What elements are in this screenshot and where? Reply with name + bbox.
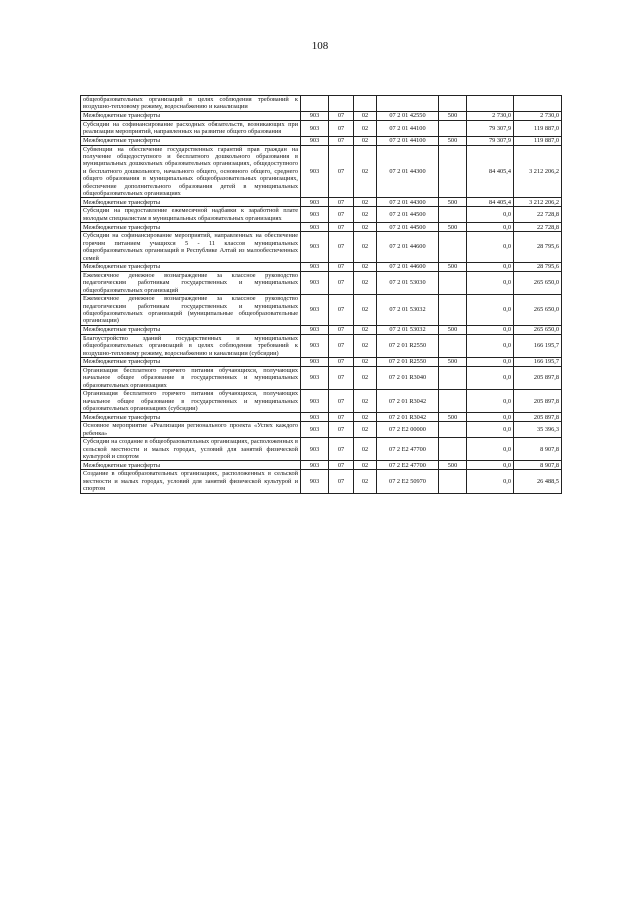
target-article-cell: 07 2 01 53032 [377,295,439,326]
expense-type-cell: 500 [439,461,467,470]
target-article-cell: 07 2 01 44300 [377,198,439,207]
grbs-code-cell: 903 [301,198,329,207]
grbs-code-cell: 903 [301,461,329,470]
table-row [81,145,562,198]
grbs-code-cell: 903 [301,438,329,461]
expense-type-cell [439,232,467,263]
item-name-cell: Благоустройство зданий государственных и муниципальных общеобразовательных организаций в целях соблюдения требований к воздушно-тепловому режиму, водоснабжению и канализации (субсидии) [81,334,301,357]
subsection-code-cell: 02 [354,145,377,198]
item-name-cell: Ежемесячное денежное вознаграждение за классное руководство педагогическим работникам государственных и муниципальных общеобразовательных организаций (муниципальные общеобразовательные организации) [81,295,301,326]
section-code-cell [329,96,354,112]
target-article-cell: 07 2 E2 47700 [377,461,439,470]
amount-cell-1: 79 307,9 [467,120,514,136]
target-article-cell: 07 2 E2 00000 [377,422,439,438]
amount-cell-2 [514,96,562,112]
section-code-cell: 07 [329,390,354,413]
section-code-cell: 07 [329,461,354,470]
section-code-cell: 07 [329,136,354,145]
item-name-cell: Межбюджетные трансферты [81,461,301,470]
table-row [81,325,562,334]
subsection-code-cell: 02 [354,438,377,461]
expense-type-cell [439,438,467,461]
table-row [81,334,562,357]
amount-cell-2: 205 897,8 [514,413,562,422]
amount-cell-2: 22 728,8 [514,223,562,232]
item-name-cell: Создание в общеобразовательных организациях, расположенных в сельской местности и малых городах, условий для занятий физической культурой и спортом [81,470,301,493]
target-article-cell: 07 2 E2 50970 [377,470,439,493]
grbs-code-cell: 903 [301,223,329,232]
section-code-cell: 07 [329,295,354,326]
amount-cell-1: 0,0 [467,271,514,294]
table-row [81,390,562,413]
item-name-cell: Межбюджетные трансферты [81,136,301,145]
table-row [81,120,562,136]
grbs-code-cell: 903 [301,262,329,271]
table-row [81,438,562,461]
grbs-code-cell: 903 [301,325,329,334]
grbs-code-cell [301,96,329,112]
item-name-cell: Межбюджетные трансферты [81,223,301,232]
item-name-cell: Основное мероприятие «Реализация регионального проекта «Успех каждого ребенка» [81,422,301,438]
section-code-cell: 07 [329,357,354,366]
target-article-cell: 07 2 01 44600 [377,232,439,263]
amount-cell-1: 0,0 [467,334,514,357]
budget-table [80,95,562,494]
target-article-cell: 07 2 E2 47700 [377,438,439,461]
table-row [81,111,562,120]
grbs-code-cell: 903 [301,366,329,389]
grbs-code-cell: 903 [301,232,329,263]
subsection-code-cell: 02 [354,120,377,136]
amount-cell-2: 28 795,6 [514,232,562,263]
target-article-cell: 07 2 01 44500 [377,207,439,223]
item-name-cell: общеобразовательных организаций в целях соблюдения требований к воздушно-тепловому режиму, водоснабжению и канализации [81,96,301,112]
grbs-code-cell: 903 [301,390,329,413]
expense-type-cell [439,422,467,438]
expense-type-cell [439,390,467,413]
item-name-cell: Межбюджетные трансферты [81,413,301,422]
amount-cell-2: 265 650,0 [514,295,562,326]
section-code-cell: 07 [329,232,354,263]
section-code-cell: 07 [329,325,354,334]
subsection-code-cell: 02 [354,390,377,413]
section-code-cell: 07 [329,262,354,271]
amount-cell-2: 2 730,0 [514,111,562,120]
section-code-cell: 07 [329,223,354,232]
expense-type-cell [439,145,467,198]
subsection-code-cell: 02 [354,271,377,294]
section-code-cell: 07 [329,207,354,223]
target-article-cell: 07 2 01 R2550 [377,357,439,366]
grbs-code-cell: 903 [301,111,329,120]
target-article-cell: 07 2 01 44500 [377,223,439,232]
expense-type-cell [439,96,467,112]
grbs-code-cell: 903 [301,422,329,438]
amount-cell-1: 0,0 [467,295,514,326]
table-row [81,295,562,326]
subsection-code-cell: 02 [354,295,377,326]
subsection-code-cell: 02 [354,413,377,422]
target-article-cell: 07 2 01 44300 [377,145,439,198]
amount-cell-2: 205 897,8 [514,366,562,389]
section-code-cell: 07 [329,145,354,198]
target-article-cell: 07 2 01 R2550 [377,334,439,357]
amount-cell-2: 265 650,0 [514,325,562,334]
amount-cell-1: 0,0 [467,262,514,271]
item-name-cell: Субсидии на софинансирование расходных обязательств, возникающих при реализации мероприятий, направленных на развитие общего образования [81,120,301,136]
amount-cell-2: 265 650,0 [514,271,562,294]
grbs-code-cell: 903 [301,136,329,145]
target-article-cell: 07 2 01 R3042 [377,390,439,413]
amount-cell-2: 119 887,0 [514,120,562,136]
amount-cell-2: 35 396,3 [514,422,562,438]
subsection-code-cell: 02 [354,461,377,470]
table-row [81,136,562,145]
amount-cell-1: 84 405,4 [467,198,514,207]
expense-type-cell: 500 [439,357,467,366]
subsection-code-cell: 02 [354,325,377,334]
section-code-cell: 07 [329,271,354,294]
amount-cell-2: 22 728,8 [514,207,562,223]
section-code-cell: 07 [329,198,354,207]
table-row [81,198,562,207]
grbs-code-cell: 903 [301,470,329,493]
expense-type-cell [439,366,467,389]
target-article-cell: 07 2 01 44100 [377,120,439,136]
expense-type-cell: 500 [439,413,467,422]
amount-cell-1: 0,0 [467,223,514,232]
amount-cell-1: 0,0 [467,461,514,470]
expense-type-cell: 500 [439,111,467,120]
amount-cell-1: 0,0 [467,357,514,366]
item-name-cell: Субсидии на создание в общеобразовательных организациях, расположенных в сельской местности и малых городах, условий для занятий физической культурой и спортом [81,438,301,461]
subsection-code-cell: 02 [354,223,377,232]
expense-type-cell: 500 [439,325,467,334]
grbs-code-cell: 903 [301,334,329,357]
table-row [81,357,562,366]
amount-cell-2: 205 897,8 [514,390,562,413]
subsection-code-cell: 02 [354,422,377,438]
amount-cell-1: 0,0 [467,438,514,461]
item-name-cell: Субвенции на обеспечение государственных гарантий прав граждан на получение общедоступного и бесплатного дошкольного образования в муниципальных дошкольных образовательных организациях, общедоступного и бесплатного дошкольного, начального общего, основного общего, среднего общего образования в муниципальных общеобразовательных организациях, обеспечение дополнительного образования детей в муниципальных общеобразовательных организациях [81,145,301,198]
amount-cell-1: 84 405,4 [467,145,514,198]
target-article-cell: 07 2 01 44100 [377,136,439,145]
amount-cell-1 [467,96,514,112]
expense-type-cell [439,271,467,294]
amount-cell-2: 3 212 206,2 [514,198,562,207]
amount-cell-1: 0,0 [467,422,514,438]
section-code-cell: 07 [329,111,354,120]
table-row [81,366,562,389]
grbs-code-cell: 903 [301,145,329,198]
amount-cell-1: 0,0 [467,366,514,389]
target-article-cell: 07 2 01 44600 [377,262,439,271]
section-code-cell: 07 [329,120,354,136]
table-row [81,96,562,112]
grbs-code-cell: 903 [301,413,329,422]
amount-cell-1: 2 730,0 [467,111,514,120]
section-code-cell: 07 [329,470,354,493]
item-name-cell: Субсидии на софинансирование мероприятий, направленных на обеспечение горячим питанием учащихся 5 - 11 классов муниципальных общеобразовательных организаций в Республике Алтай из малообеспеченных семей [81,232,301,263]
subsection-code-cell: 02 [354,366,377,389]
expense-type-cell: 500 [439,136,467,145]
amount-cell-2: 28 795,6 [514,262,562,271]
amount-cell-1: 0,0 [467,325,514,334]
item-name-cell: Организация бесплатного горячего питания обучающихся, получающих начальное общее образование в государственных и муниципальных образовательных организациях [81,366,301,389]
table-row [81,207,562,223]
grbs-code-cell: 903 [301,207,329,223]
grbs-code-cell: 903 [301,120,329,136]
table-body [81,96,562,494]
table-row [81,232,562,263]
target-article-cell: 07 2 01 R3040 [377,366,439,389]
section-code-cell: 07 [329,413,354,422]
grbs-code-cell: 903 [301,357,329,366]
expense-type-cell: 500 [439,262,467,271]
expense-type-cell [439,120,467,136]
amount-cell-2: 166 195,7 [514,357,562,366]
amount-cell-2: 166 195,7 [514,334,562,357]
item-name-cell: Субсидии на предоставление ежемесячной надбавки к заработной плате молодым специалистам в муниципальных образовательных организациях [81,207,301,223]
amount-cell-1: 0,0 [467,390,514,413]
subsection-code-cell: 02 [354,136,377,145]
subsection-code-cell: 02 [354,111,377,120]
amount-cell-2: 8 907,8 [514,461,562,470]
table-row [81,262,562,271]
subsection-code-cell: 02 [354,198,377,207]
item-name-cell: Ежемесячное денежное вознаграждение за классное руководство педагогическим работникам государственных и муниципальных общеобразовательных организаций [81,271,301,294]
target-article-cell [377,96,439,112]
amount-cell-1: 0,0 [467,413,514,422]
subsection-code-cell [354,96,377,112]
target-article-cell: 07 2 01 53032 [377,325,439,334]
subsection-code-cell: 02 [354,470,377,493]
subsection-code-cell: 02 [354,334,377,357]
section-code-cell: 07 [329,422,354,438]
table-row [81,223,562,232]
table-row [81,413,562,422]
page-number: 108 [311,40,329,52]
expense-type-cell [439,334,467,357]
amount-cell-2: 8 907,8 [514,438,562,461]
table-row [81,461,562,470]
table-row [81,422,562,438]
amount-cell-2: 119 887,0 [514,136,562,145]
expense-type-cell [439,207,467,223]
expense-type-cell: 500 [439,223,467,232]
target-article-cell: 07 2 01 R3042 [377,413,439,422]
table-row [81,470,562,493]
section-code-cell: 07 [329,438,354,461]
amount-cell-2: 3 212 206,2 [514,145,562,198]
subsection-code-cell: 02 [354,232,377,263]
subsection-code-cell: 02 [354,357,377,366]
section-code-cell: 07 [329,366,354,389]
item-name-cell: Межбюджетные трансферты [81,325,301,334]
amount-cell-2: 26 488,5 [514,470,562,493]
amount-cell-1: 0,0 [467,470,514,493]
grbs-code-cell: 903 [301,295,329,326]
target-article-cell: 07 2 01 42550 [377,111,439,120]
item-name-cell: Межбюджетные трансферты [81,111,301,120]
item-name-cell: Межбюджетные трансферты [81,262,301,271]
table-row [81,271,562,294]
expense-type-cell [439,470,467,493]
section-code-cell: 07 [329,334,354,357]
amount-cell-1: 79 307,9 [467,136,514,145]
grbs-code-cell: 903 [301,271,329,294]
amount-cell-1: 0,0 [467,232,514,263]
item-name-cell: Межбюджетные трансферты [81,357,301,366]
item-name-cell: Межбюджетные трансферты [81,198,301,207]
subsection-code-cell: 02 [354,262,377,271]
subsection-code-cell: 02 [354,207,377,223]
target-article-cell: 07 2 01 53030 [377,271,439,294]
expense-type-cell [439,295,467,326]
amount-cell-1: 0,0 [467,207,514,223]
item-name-cell: Организация бесплатного горячего питания обучающихся, получающих начальное общее образование в государственных и муниципальных образовательных организациях (субсидии) [81,390,301,413]
expense-type-cell: 500 [439,198,467,207]
